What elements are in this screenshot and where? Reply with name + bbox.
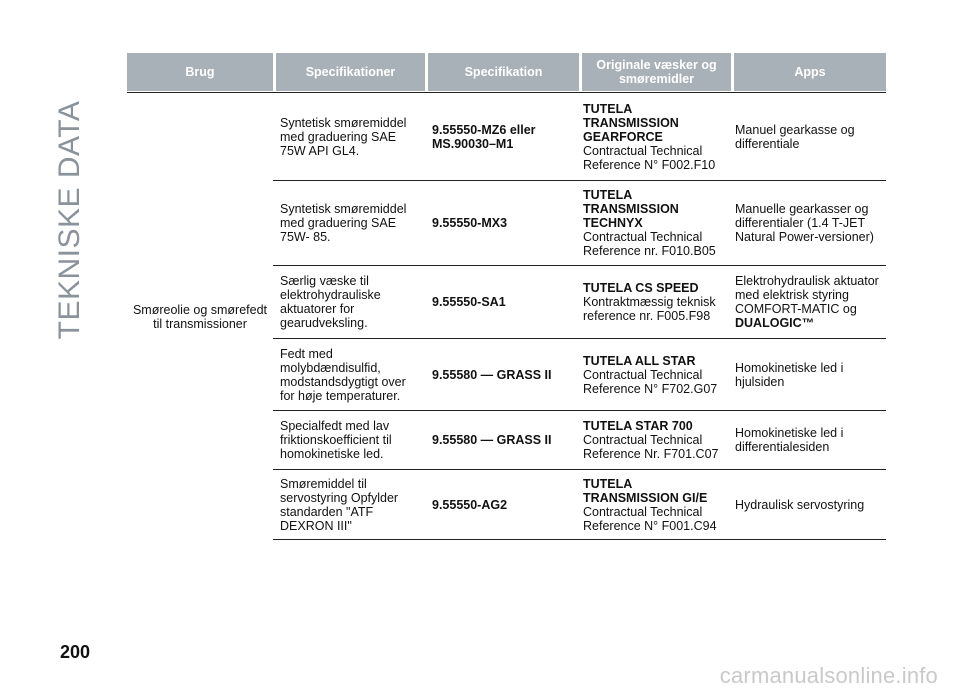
spec-cell: Særlig væske til elektrohydrauliske aktuatorer for gearudveksling. bbox=[280, 274, 381, 330]
header-specification: Specifikation bbox=[428, 53, 579, 91]
table-row bbox=[273, 93, 886, 181]
specification-cell: 9.55550-MZ6 eller MS.90030–M1 bbox=[432, 122, 536, 151]
specification-cell: 9.55550-MX3 bbox=[432, 216, 508, 230]
usage-cell: Smøreolie og smørefedt til transmissioner bbox=[132, 302, 268, 331]
specification-cell: 9.55580 — GRASS II bbox=[432, 433, 552, 447]
app-text: Homokinetiske led i hjulsiden bbox=[735, 360, 844, 389]
product-name: TUTELA STAR 700 bbox=[583, 419, 693, 433]
product-cell bbox=[576, 339, 728, 410]
table-row bbox=[273, 339, 886, 411]
product-reference: Kontraktmæssig teknisk reference nr. F005.F98 bbox=[583, 295, 716, 323]
product-cell bbox=[576, 181, 728, 265]
table-row bbox=[273, 411, 886, 470]
table-row bbox=[273, 266, 886, 339]
header-original-fluids: Originale væsker og smøremidler bbox=[582, 53, 731, 91]
app-cell bbox=[728, 470, 886, 539]
watermark: carmanualsonline.info bbox=[719, 663, 938, 688]
product-reference: Contractual Technical Reference N° F702.G07 bbox=[583, 367, 718, 396]
table-row bbox=[273, 181, 886, 266]
product-name: TUTELA ALL STAR bbox=[583, 353, 696, 368]
app-text: Hydraulisk servostyring bbox=[735, 497, 865, 512]
product-name: TUTELA TRANSMISSION GEARFORCE bbox=[583, 101, 679, 144]
table-body bbox=[127, 92, 886, 540]
spec-cell: Specialfedt med lav friktionskoefficient til homokinetiske led. bbox=[280, 419, 392, 461]
product-name: TUTELA TRANSMISSION GI/E bbox=[583, 476, 708, 505]
spec-cell: Fedt med molybdændisulfid, modstandsdygtigt over for høje temperaturer. bbox=[280, 346, 406, 403]
header-apps: Apps bbox=[734, 53, 886, 91]
app-text: Manuel gearkasse og differentiale bbox=[735, 122, 855, 151]
product-cell bbox=[576, 266, 728, 338]
header-specifications: Specifikationer bbox=[276, 53, 425, 91]
app-cell bbox=[728, 181, 886, 265]
product-name: TUTELA TRANSMISSION TECHNYX bbox=[583, 188, 679, 230]
product-reference: Contractual Technical Reference N° F001.C94 bbox=[583, 504, 717, 533]
app-cell bbox=[728, 339, 886, 410]
spec-cell: Syntetisk smøremiddel med graduering SAE 75W API GL4. bbox=[280, 115, 407, 158]
app-text: Homokinetiske led i differentialesiden bbox=[735, 426, 844, 454]
app-cell bbox=[728, 93, 886, 180]
specification-cell: 9.55550-AG2 bbox=[432, 497, 508, 512]
app-cell bbox=[728, 411, 886, 469]
spec-cell: Smøremiddel til servostyring Opfylder standarden "ATF DEXRON III" bbox=[280, 476, 399, 533]
spec-cell: Syntetisk smøremiddel med graduering SAE 75W- 85. bbox=[280, 202, 407, 244]
app-text: Elektrohydraulisk aktuator med elektrisk styring COMFORT-MATIC og bbox=[735, 274, 879, 316]
product-reference: Contractual Technical Reference N° F002.F10 bbox=[583, 143, 716, 172]
section-title-text: TEKNISKE DATA bbox=[53, 100, 86, 340]
table-row bbox=[273, 470, 886, 540]
lubricants-table bbox=[127, 53, 886, 540]
specification-cell: 9.55580 — GRASS II bbox=[432, 367, 552, 382]
app-cell bbox=[728, 266, 886, 338]
page-number: 200 bbox=[60, 642, 91, 662]
product-reference: Contractual Technical Reference nr. F010.B05 bbox=[583, 230, 716, 258]
app-text-bold: DUALOGIC™ bbox=[735, 316, 815, 330]
table-rows bbox=[273, 93, 886, 540]
product-cell bbox=[576, 470, 728, 539]
table-header bbox=[127, 53, 886, 91]
specification-cell: 9.55550-SA1 bbox=[432, 295, 506, 309]
product-name: TUTELA CS SPEED bbox=[583, 281, 699, 295]
app-text: Manuelle gearkasser og differentialer (1.4 T-JET Natural Power-versioner) bbox=[735, 202, 874, 244]
product-cell bbox=[576, 93, 728, 180]
product-cell bbox=[576, 411, 728, 469]
header-usage: Brug bbox=[127, 53, 273, 91]
product-reference: Contractual Technical Reference Nr. F701.C07 bbox=[583, 433, 719, 461]
